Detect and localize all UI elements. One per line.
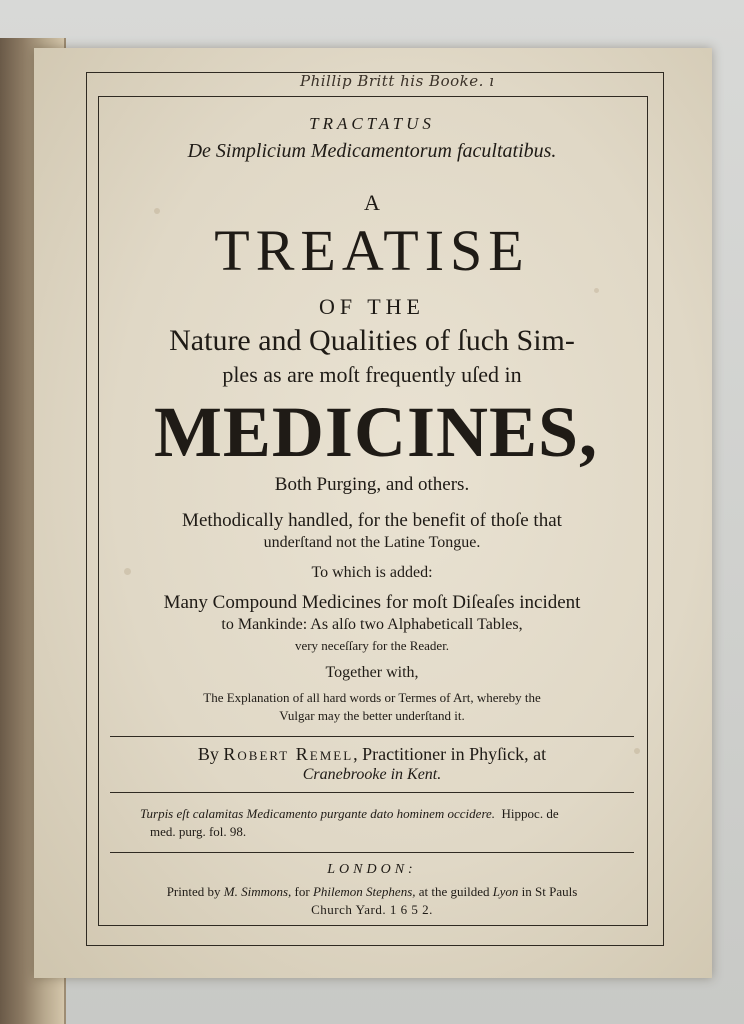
epigraph-line-1 [140, 806, 640, 822]
both-purging-line: Both Purging, and others. [274, 474, 470, 495]
epigraph-latin: Turpis eſt calamitas Medicamento purgante dato hominem occidere. [140, 806, 496, 821]
owner-signature: Phillip Britt his Booke. ı [300, 72, 495, 90]
subtitle-line-2: ples as are moſt frequently uſed in [222, 362, 522, 387]
printed-prefix: Printed by [166, 884, 221, 899]
main-title-medicines: MEDICINES, [153, 392, 599, 472]
author-role: , Practitioner in Phyſick, at [353, 744, 547, 764]
explanation-line-1: The Explanation of all hard words or Termes of Art, whereby the [203, 690, 541, 705]
printer-name: M. Simmons, [223, 884, 292, 899]
many-compound-line-1: Many Compound Medicines for moſt Diſeaſes incident [163, 592, 581, 613]
printed-mid: for [294, 884, 310, 899]
explanation-line-2: Vulgar may the better underſtand it. [279, 708, 465, 723]
printed-end: in St Pauls [521, 884, 578, 899]
divider-rule [110, 792, 634, 793]
many-compound-line-2: to Mankinde: As alſo two Alphabeticall Tables, [221, 616, 523, 633]
to-which-added: To which is added: [311, 564, 433, 581]
method-line-1: Methodically handled, for the benefit of thoſe that [182, 510, 562, 531]
tractatus-heading: TRACTATUS [309, 114, 435, 133]
article-a: A [364, 190, 380, 215]
author-line [100, 744, 644, 765]
author-place: Cranebrooke in Kent. [302, 766, 442, 783]
epigraph-line-2: med. purg. fol. 98. [150, 824, 247, 839]
main-title-treatise: TREATISE [214, 218, 530, 283]
epigraph-ref: Hippoc. de [501, 806, 559, 821]
imprint-line-2: Church Yard. 1 6 5 2. [311, 902, 433, 917]
subtitle-line-1: Nature and Qualities of ſuch Sim- [169, 324, 575, 357]
imprint-city: LONDON: [327, 862, 417, 877]
imprint-line-1 [100, 884, 644, 900]
method-line-2: underſtand not the Latine Tongue. [263, 534, 481, 551]
of-the-line: OF THE [319, 294, 425, 319]
sign-lyon: Lyon [492, 884, 519, 899]
latin-title: De Simplicium Medicamentorum facultatibus. [187, 140, 557, 162]
divider-rule [110, 736, 634, 737]
divider-rule [110, 852, 634, 853]
many-compound-line-3: very neceſſary for the Reader. [294, 638, 450, 653]
printed-suffix: at the guilded [418, 884, 490, 899]
by-prefix: By [197, 744, 219, 764]
bookseller-name: Philemon Stephens, [312, 884, 416, 899]
together-with: Together with, [325, 664, 419, 681]
author-name: Robert Remel [223, 744, 354, 764]
